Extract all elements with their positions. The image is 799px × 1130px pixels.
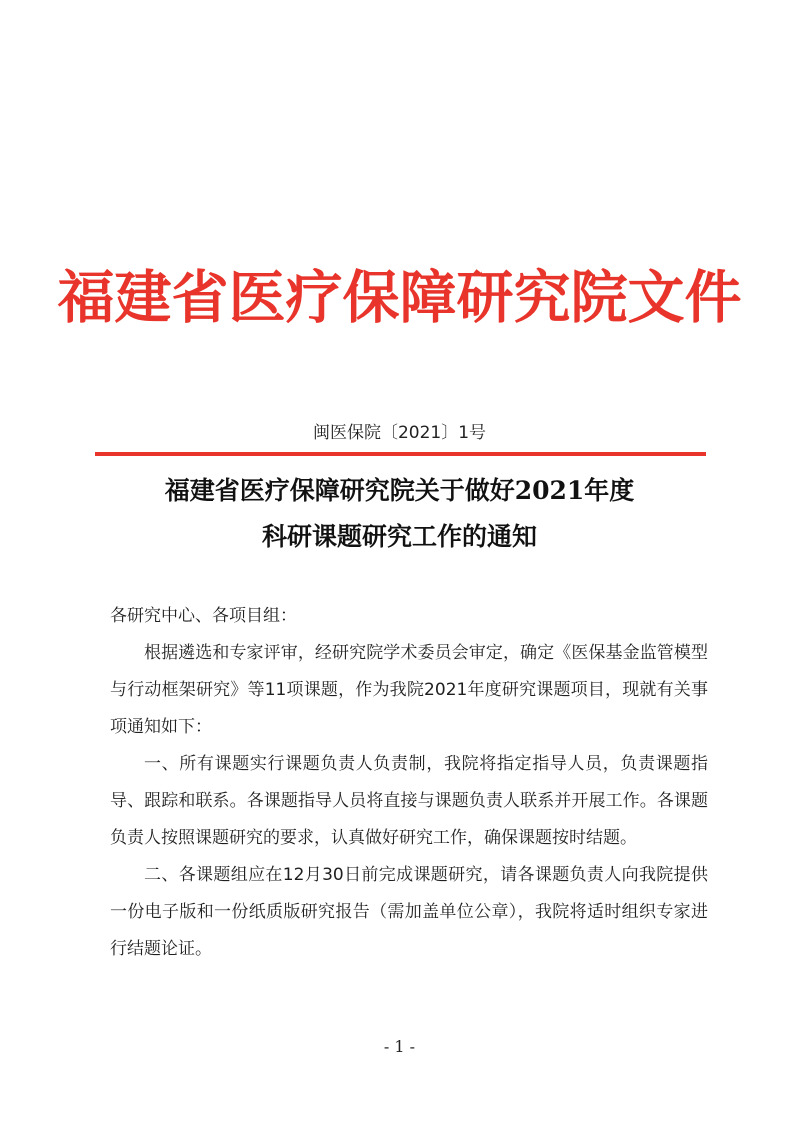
notice-title <box>0 468 799 560</box>
document-number: 闽医保院〔2021〕1号 <box>312 423 487 443</box>
body-paragraph-item-2: 二、各课题组应在12月30日前完成课题研究，请各课题负责人向我院提供一份电子版和一份纸质版研究报告（需加盖单位公章），我院将适时组织专家进行结题论证。 <box>110 865 708 959</box>
document-masthead: 福建省医疗保障研究院文件 <box>57 264 742 331</box>
page-number: - 1 - <box>383 1037 416 1056</box>
notice-title-line-2: 科研课题研究工作的通知 <box>261 522 537 551</box>
body-paragraph-item-1: 一、所有课题实行课题负责人负责制，我院将指定指导人员，负责课题指导、跟踪和联系。各课题指导人员将直接与课题负责人联系并开展工作。各课题负责人按照课题研究的要求，认真做好研究工作，确保课题按时结题。 <box>110 754 708 848</box>
notice-title-line-1: 福建省医疗保障研究院关于做好2021年度 <box>164 476 635 505</box>
red-divider-line <box>95 452 706 456</box>
notice-body <box>110 598 708 968</box>
salutation: 各研究中心、各项目组： <box>110 606 297 626</box>
body-paragraph-intro: 根据遴选和专家评审，经研究院学术委员会审定，确定《医保基金监管模型与行动框架研究》等11项课题，作为我院2021年度研究课题项目，现就有关事项通知如下： <box>110 643 708 737</box>
